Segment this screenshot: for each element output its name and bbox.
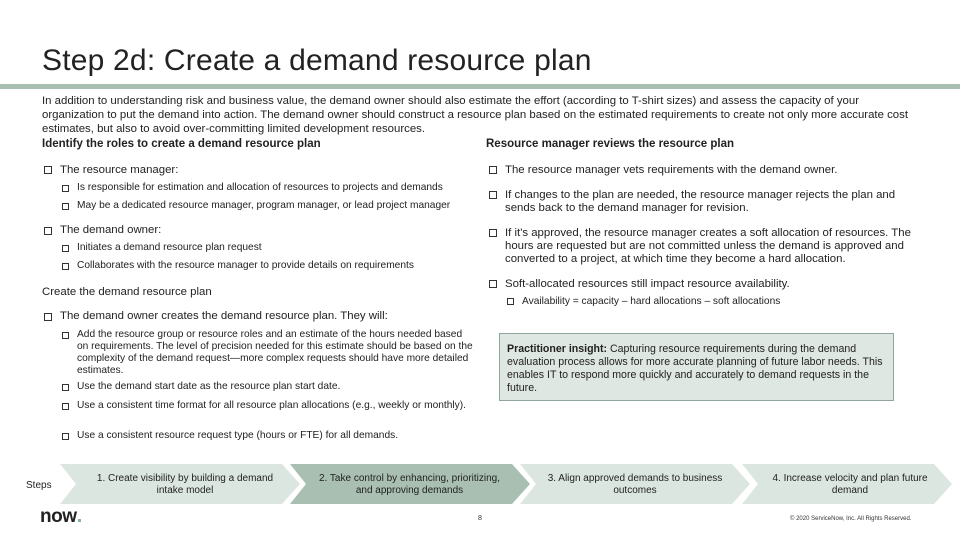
- intro-paragraph: In addition to understanding risk and business value, the demand owner should also estimate the effort (according to T-shirt sizes) and assess the capacity of your organization to put the demand into action. The demand owner should construct a resource plan based on the estimated requirements to create not only more accurate cost estimates, but also to avoid over-committing limited development resources.: [42, 95, 908, 135]
- list-item: Availability = capacity – hard allocations – soft allocations: [522, 296, 781, 307]
- list-item: Collaborates with the resource manager to provide details on requirements: [77, 260, 414, 271]
- servicenow-logo: [40, 506, 81, 528]
- page-number: 8: [478, 515, 482, 522]
- insight-label: Practitioner insight:: [507, 343, 608, 355]
- checkbox-bullet-icon: [62, 332, 69, 339]
- step-1-label: 1. Create visibility by building a demand intake model: [96, 473, 274, 496]
- review-heading: Resource manager reviews the resource plan: [486, 138, 734, 150]
- list-item: Add the resource group or resource roles and an estimate of the hours needed based on requirements. The level of precision needed for this estimate should be based on the complexity of the demand request—more complex requests should have more detailed estimates.: [77, 329, 473, 376]
- checkbox-bullet-icon: [44, 313, 52, 321]
- checkbox-bullet-icon: [62, 185, 69, 192]
- create-plan-heading: Create the demand resource plan: [42, 286, 212, 298]
- list-item: May be a dedicated resource manager, program manager, or lead project manager: [77, 200, 451, 211]
- checkbox-bullet-icon: [489, 280, 497, 288]
- resource-manager-label: The resource manager:: [60, 164, 179, 176]
- checkbox-bullet-icon: [62, 245, 69, 252]
- steps-label: Steps: [26, 480, 52, 491]
- logo-text: now: [40, 506, 77, 527]
- checkbox-bullet-icon: [489, 166, 497, 174]
- copyright: © 2020 ServiceNow, Inc. All Rights Reserved.: [790, 516, 912, 522]
- list-item: Initiates a demand resource plan request: [77, 242, 262, 253]
- checkbox-bullet-icon: [44, 227, 52, 235]
- logo-dot-icon: [78, 519, 81, 522]
- checkbox-bullet-icon: [62, 203, 69, 210]
- list-item: Use a consistent resource request type (hours or FTE) for all demands.: [77, 430, 399, 441]
- creates-plan-label: The demand owner creates the demand resource plan. They will:: [60, 310, 388, 322]
- checkbox-bullet-icon: [62, 403, 69, 410]
- checkbox-bullet-icon: [489, 191, 497, 199]
- page-title: Step 2d: Create a demand resource plan: [42, 44, 592, 77]
- list-item: Soft-allocated resources still impact resource availability.: [505, 278, 790, 290]
- insight-body: Capturing resource requirements during the demand evaluation process allows for more accurate planning of future labor needs. This enables IT to respond more quickly and accurately to demand requests in the future.: [507, 343, 883, 394]
- list-item: Use the demand start date as the resource plan start date.: [77, 381, 341, 392]
- checkbox-bullet-icon: [62, 433, 69, 440]
- checkbox-bullet-icon: [62, 384, 69, 391]
- step-2-label: 2. Take control by enhancing, prioritizing, and approving demands: [318, 473, 501, 496]
- list-item: Is responsible for estimation and allocation of resources to projects and demands: [77, 182, 443, 193]
- demand-owner-label: The demand owner:: [60, 224, 162, 236]
- roles-heading: Identify the roles to create a demand resource plan: [42, 138, 321, 150]
- insight-text: [507, 343, 892, 395]
- checkbox-bullet-icon: [507, 298, 514, 305]
- list-item: Use a consistent time format for all resource plan allocations (e.g., weekly or monthly).: [77, 400, 466, 411]
- checkbox-bullet-icon: [489, 229, 497, 237]
- checkbox-bullet-icon: [62, 263, 69, 270]
- list-item: The resource manager vets requirements with the demand owner.: [505, 164, 838, 176]
- list-item: If it's approved, the resource manager creates a soft allocation of resources. The hours are requested but are not committed unless the demand is approved and converted to a project, at which time they become a hard allocation.: [505, 227, 911, 265]
- step-3-label: 3. Align approved demands to business outcomes: [547, 473, 723, 496]
- list-item: If changes to the plan are needed, the resource manager rejects the plan and sends back to the demand manager for revision.: [505, 189, 896, 214]
- step-4-label: 4. Increase velocity and plan future demand: [772, 473, 928, 496]
- title-divider: [0, 84, 960, 89]
- checkbox-bullet-icon: [44, 166, 52, 174]
